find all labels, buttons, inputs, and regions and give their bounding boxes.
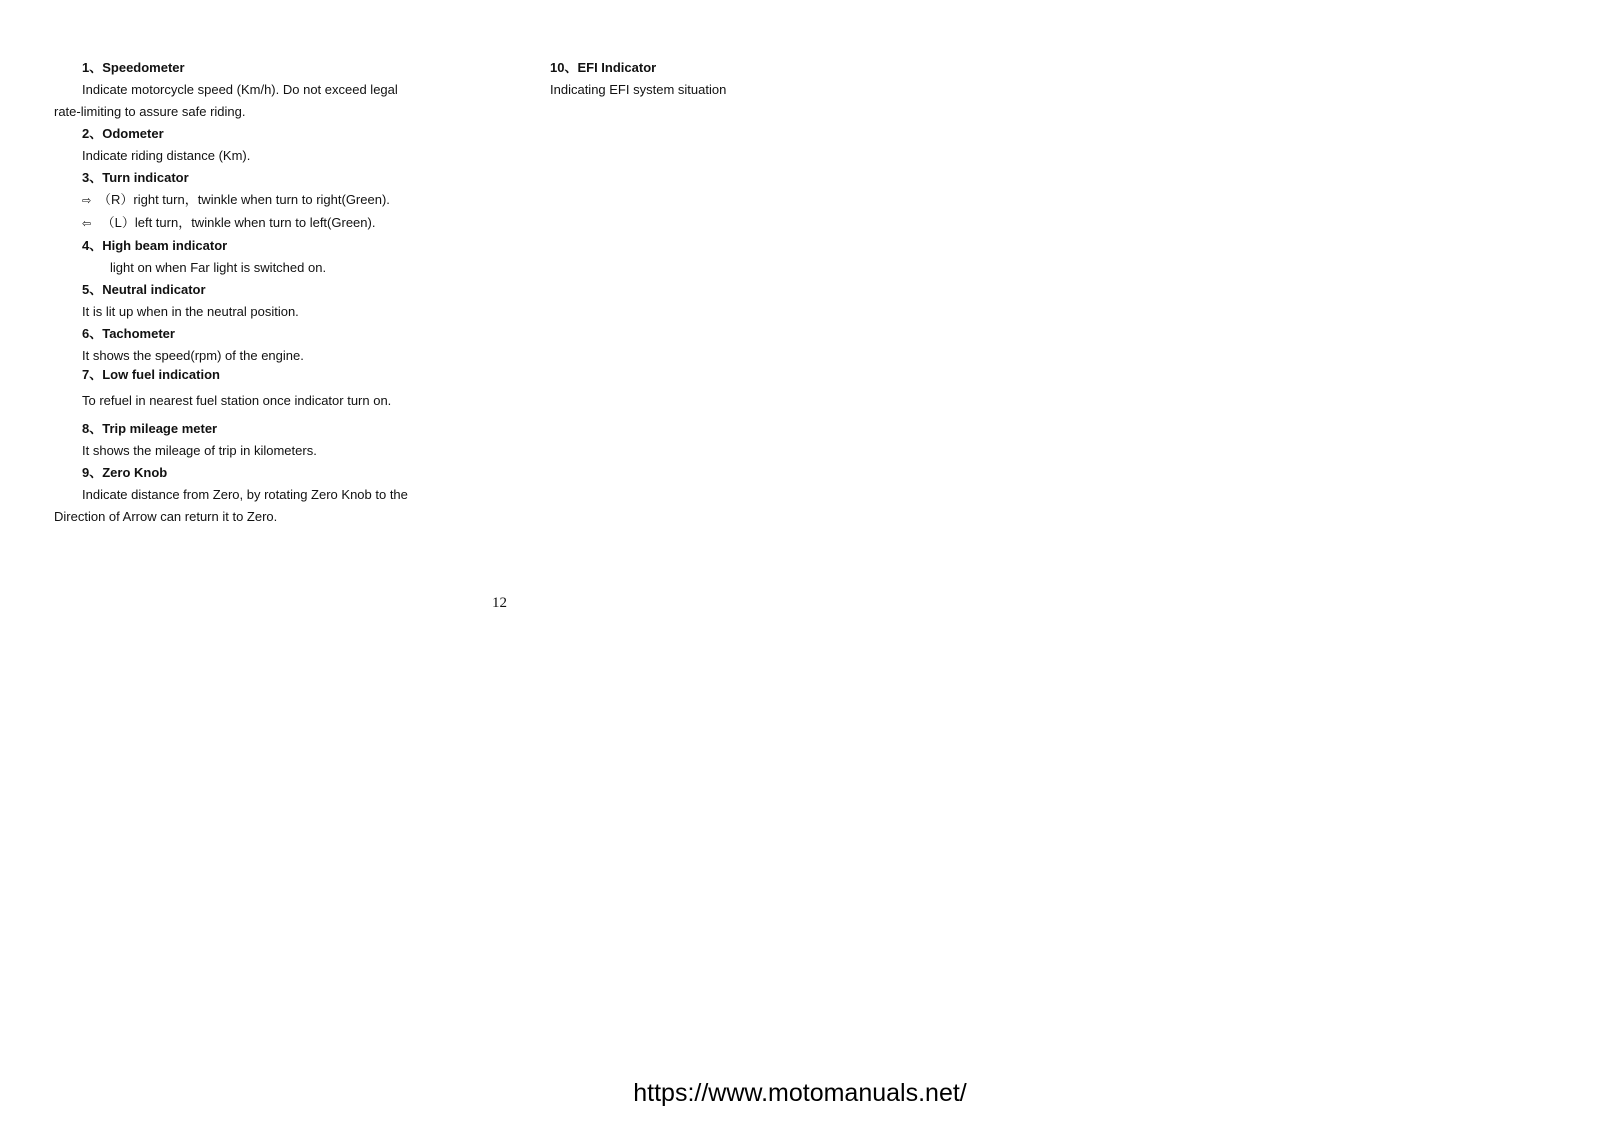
right-column bbox=[550, 57, 970, 101]
left-turn-line bbox=[54, 212, 464, 235]
low-fuel-indication-heading: 7、Low fuel indication bbox=[82, 367, 220, 382]
neutral-indicator-description: It is lit up when in the neutral position. bbox=[82, 304, 299, 319]
turn-indicator-heading: 3、Turn indicator bbox=[82, 170, 189, 185]
high-beam-indicator-heading: 4、High beam indicator bbox=[82, 238, 228, 253]
tachometer-description: It shows the speed(rpm) of the engine. bbox=[82, 348, 304, 363]
right-turn-text: （R）right turn，twinkle when turn to right(Green). bbox=[98, 192, 390, 207]
tachometer-heading: 6、Tachometer bbox=[82, 326, 175, 341]
zero-knob-description-line-1: Indicate distance from Zero, by rotating Zero Knob to the bbox=[82, 487, 408, 502]
left-column bbox=[54, 57, 464, 528]
high-beam-indicator-description: light on when Far light is switched on. bbox=[110, 260, 327, 275]
zero-knob-heading: 9、Zero Knob bbox=[82, 465, 168, 480]
efi-indicator-heading: 10、EFI Indicator bbox=[550, 60, 657, 75]
trip-mileage-meter-description: It shows the mileage of trip in kilometers. bbox=[82, 443, 317, 458]
neutral-indicator-heading: 5、Neutral indicator bbox=[82, 282, 206, 297]
right-turn-line bbox=[54, 189, 464, 212]
right-arrow-icon: ⇨ bbox=[82, 194, 92, 207]
speedometer-description-line-2: rate-limiting to assure safe riding. bbox=[54, 104, 246, 119]
odometer-heading: 2、Odometer bbox=[82, 126, 164, 141]
trip-mileage-meter-heading: 8、Trip mileage meter bbox=[82, 421, 218, 436]
footer-url: https://www.motomanuals.net/ bbox=[633, 1079, 967, 1107]
page-number: 12 bbox=[492, 595, 507, 611]
speedometer-heading: 1、Speedometer bbox=[82, 60, 185, 75]
left-turn-text: （L）left turn，twinkle when turn to left(Green). bbox=[98, 215, 376, 230]
odometer-description: Indicate riding distance (Km). bbox=[82, 148, 251, 163]
zero-knob-description-line-2: Direction of Arrow can return it to Zero. bbox=[54, 509, 278, 524]
left-arrow-icon: ⇦ bbox=[82, 217, 92, 230]
low-fuel-indication-description: To refuel in nearest fuel station once indicator turn on. bbox=[82, 393, 392, 408]
speedometer-description-line-1: Indicate motorcycle speed (Km/h). Do not exceed legal bbox=[82, 82, 398, 97]
efi-indicator-description: Indicating EFI system situation bbox=[550, 82, 727, 97]
